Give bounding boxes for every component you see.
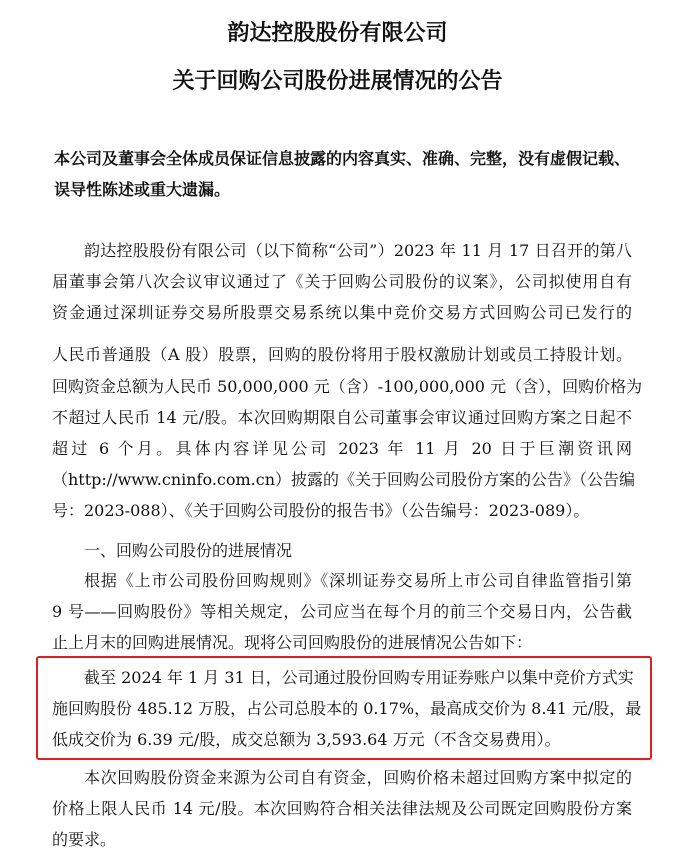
paragraph-1-line: 韵达控股股份有限公司（以下简称“公司”）2023 年 11 月 17 日召开的第八 xyxy=(84,241,632,260)
paragraph-1-line: 超过 6 个月。具体内容详见公司 2023 年 11 月 20 日于巨潮资讯网 xyxy=(52,439,632,458)
paragraph-4-line: 本次回购股份资金来源为公司自有资金，回购价格未超过回购方案中拟定的 xyxy=(84,768,632,787)
announcement-title: 关于回购公司股份进展情况的公告 xyxy=(172,69,503,94)
paragraph-2-line: 根据《上市公司股份回购规则》《深圳证券交易所上市公司自律监管指引第 xyxy=(84,571,632,590)
paragraph-4-line: 价格上限人民币 14 元/股。本次回购符合相关法律法规及公司既定回购股份方案 xyxy=(52,799,632,818)
paragraph-2-line: 止上月末的回购进展情况。现将公司回购股份的进展情况公告如下： xyxy=(52,633,533,652)
paragraph-2-line: 9 号——回购股份》等相关规定，公司应当在每个月的前三个交易日内，公告截 xyxy=(52,602,632,621)
paragraph-1-line: （http://www.cninfo.com.cn）披露的《关于回购公司股份方案的公告》（公告编 xyxy=(52,470,636,489)
paragraph-1-line: 届董事会第八次会议审议通过了《关于回购公司股份的议案》，公司拟使用自有 xyxy=(52,272,632,291)
paragraph-3-line: 施回购股份 485.12 万股，占公司总股本的 0.17%，最高成交价为 8.41 元/股，最 xyxy=(52,699,642,718)
section-heading: 一、回购公司股份的进展情况 xyxy=(84,541,293,560)
paragraph-1-line: 回购资金总额为人民币 50,000,000 元（含）-100,000,000 元（含），回购价格为 xyxy=(52,377,643,396)
paragraph-3-line: 低成交价为 6.39 元/股，成交总额为 3,593.64 万元（不含交易费用）。 xyxy=(52,730,561,749)
company-name: 韵达控股股份有限公司 xyxy=(227,21,448,46)
paragraph-1-line: 人民币普通股（A 股）股票，回购的股份将用于股权激励计划或员工持股计划。 xyxy=(52,345,632,364)
paragraph-1-line: 号：2023-088）、《关于回购公司股份的报告书》（公告编号：2023-089）。 xyxy=(52,501,590,520)
paragraph-3-line: 截至 2024 年 1 月 31 日，公司通过股份回购专用证券账户以集中竞价方式实 xyxy=(84,668,634,687)
paragraph-1-line: 不超过人民币 14 元/股。本次回购期限自公司董事会审议通过回购方案之日起不 xyxy=(52,408,632,427)
paragraph-4-line: 的要求。 xyxy=(52,830,117,849)
disclosure-statement: 本公司及董事会全体成员保证信息披露的内容真实、准确、完整，没有虚假记载、误导性陈述或重大遗漏。 xyxy=(54,149,631,199)
paragraph-1-line: 资金通过深圳证券交易所股票交易系统以集中竞价交易方式回购公司已发行的 xyxy=(52,303,632,322)
